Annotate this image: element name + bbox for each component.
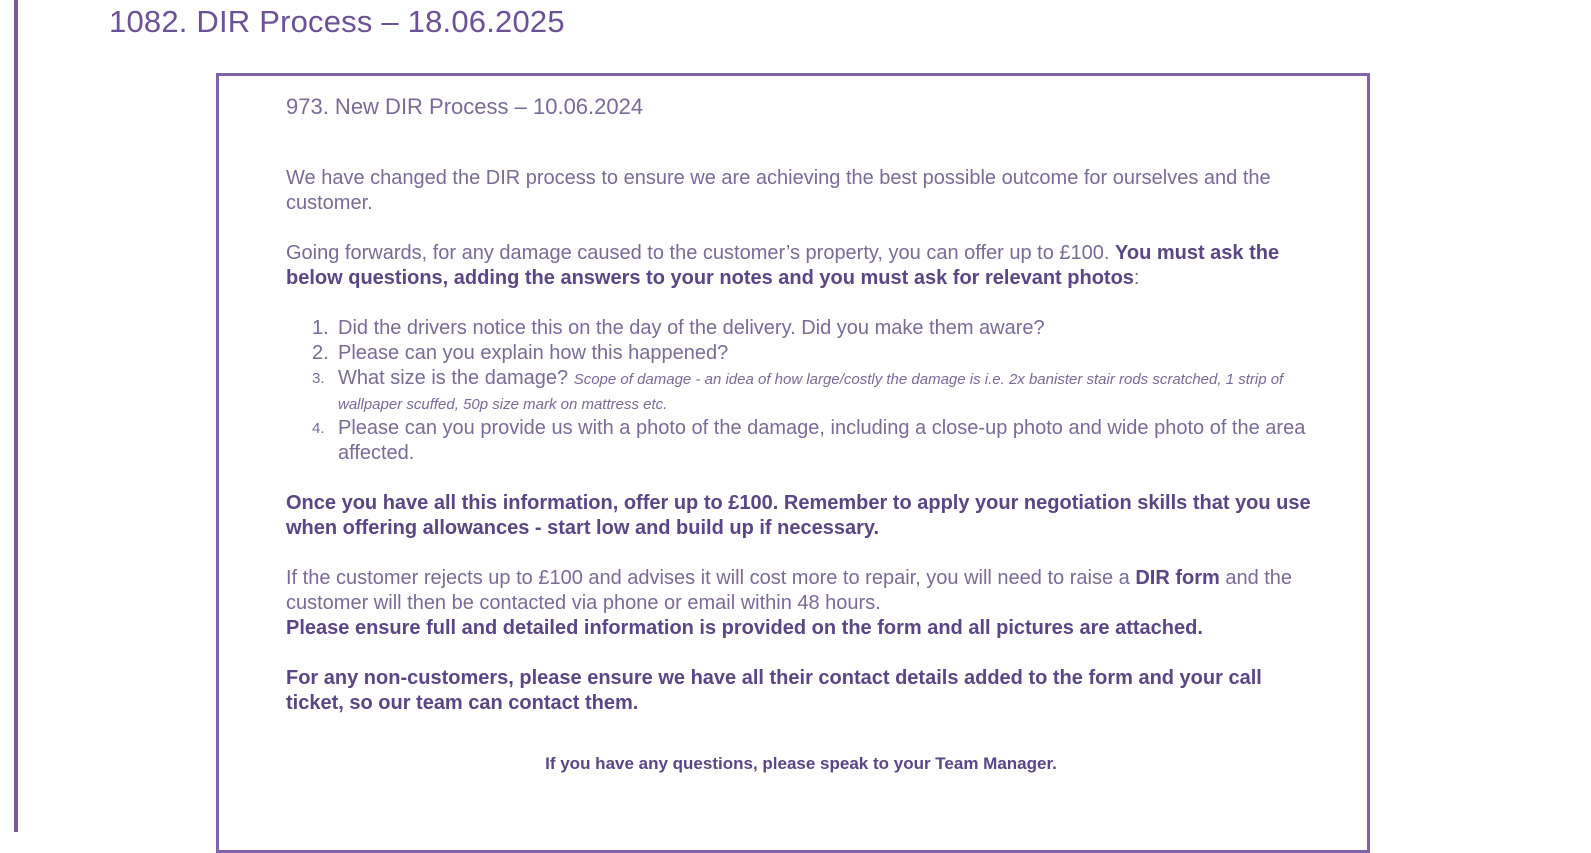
question-item	[312, 366, 1316, 416]
offer-requirement: You must ask the below questions, adding the answers to your notes and you must ask for relevant photos	[286, 242, 1280, 289]
question-number: 4.	[312, 420, 325, 437]
page-title: 1082. DIR Process – 18.06.2025	[109, 4, 565, 39]
question-number: 2.	[312, 342, 329, 364]
offer-text: Going forwards, for any damage caused to the customer’s property, you can offer up to £100.	[286, 242, 1110, 264]
question-item	[312, 341, 1316, 366]
intro-paragraph: We have changed the DIR process to ensure we are achieving the best possible outcome for ourselves and the customer.	[286, 167, 1271, 214]
notice-heading: 973. New DIR Process – 10.06.2024	[286, 94, 644, 119]
offer-colon: :	[1133, 267, 1140, 289]
question-note: Scope of damage - an idea of how large/costly the damage is i.e. 2x banister stair rods scratched, 1 strip of wallpaper scuffed, 50p size mark on mattress etc.	[338, 371, 1284, 413]
question-number: 1.	[312, 317, 329, 339]
question-text-with-note	[338, 366, 1316, 416]
question-item	[312, 416, 1316, 466]
question-text: Please can you provide us with a photo of the damage, including a close-up photo and wide photo of the area affected.	[338, 417, 1306, 464]
offer-paragraph	[286, 241, 1316, 291]
closing-note: If you have any questions, please speak to your Team Manager.	[545, 754, 1057, 773]
notice-box	[216, 73, 1370, 853]
info-paragraph: Once you have all this information, offer up to £100. Remember to apply your negotiation skills that you use when offering allowances - start low and build up if necessary.	[286, 492, 1311, 539]
reject-text-start: If the customer rejects up to £100 and advises it will cost more to repair, you will need to raise a	[286, 567, 1130, 589]
non-customers-paragraph: For any non-customers, please ensure we have all their contact details added to the form and your call ticket, so our team can contact them.	[286, 667, 1262, 714]
left-border-rule	[14, 0, 18, 832]
dir-form-reference: DIR form	[1135, 567, 1220, 589]
reject-paragraph	[286, 566, 1316, 641]
question-number: 3.	[312, 370, 325, 387]
notice-content	[286, 92, 1316, 776]
ensure-info-text: Please ensure full and detailed information is provided on the form and all pictures are attached.	[286, 617, 1203, 639]
question-text: Please can you explain how this happened?	[338, 342, 729, 364]
question-text: Did the drivers notice this on the day of the delivery. Did you make them aware?	[338, 317, 1045, 339]
question-text: What size is the damage?	[338, 367, 569, 389]
questions-list	[312, 316, 1316, 466]
question-item	[312, 316, 1316, 341]
reject-text-end: and the customer will then be contacted via phone or email within 48 hours.	[286, 567, 1293, 614]
